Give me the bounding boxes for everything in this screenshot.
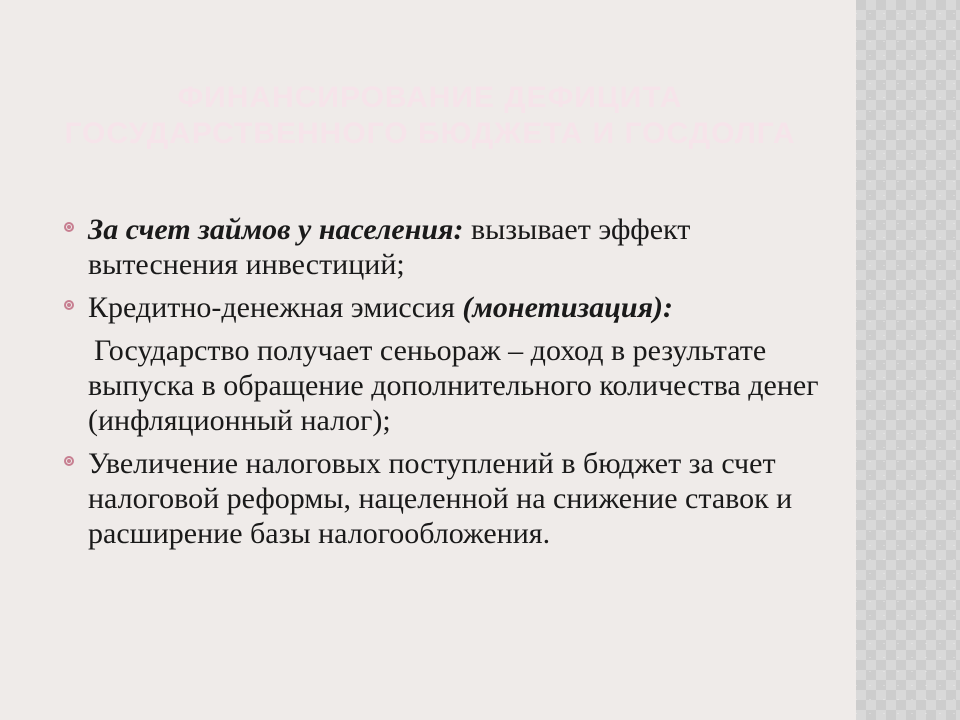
title-line-1: ФИНАНСИРОВАНИЕ ДЕФИЦИТА [177,81,683,114]
bullet-item-emission [62,290,832,325]
bullet-item-loans-text: вызывает эффект вытеснения инвестиций; [88,213,691,281]
bullet-item-taxes-text: Увеличение налоговых поступлений в бюджет за счет налоговой реформы, нацеленной на снижение ставок и расширение базы налогообложения. [88,447,793,550]
bullet-item-loans [62,212,832,282]
slide-title [40,80,820,152]
bullet-item-emission-bold: (монетизация): [462,291,674,324]
slide-content [62,212,832,559]
title-line-2: ГОСУДАРСТВЕННОГО БЮДЖЕТА И ГОСДОЛГА [64,117,796,150]
bullet-item-loans-bold: За счет займов у населения: [88,213,464,246]
side-pattern-decoration [856,0,960,720]
paragraph-seigniorage: Государство получает сеньораж – доход в результате выпуска в обращение дополнительного количества денег (инфляционный налог); [88,334,819,437]
bullet-icon [64,222,74,232]
bullet-icon [64,300,74,310]
bullet-item-taxes [62,446,832,551]
bullet-item-emission-text: Кредитно-денежная эмиссия [88,291,463,324]
bullet-icon [64,456,74,466]
